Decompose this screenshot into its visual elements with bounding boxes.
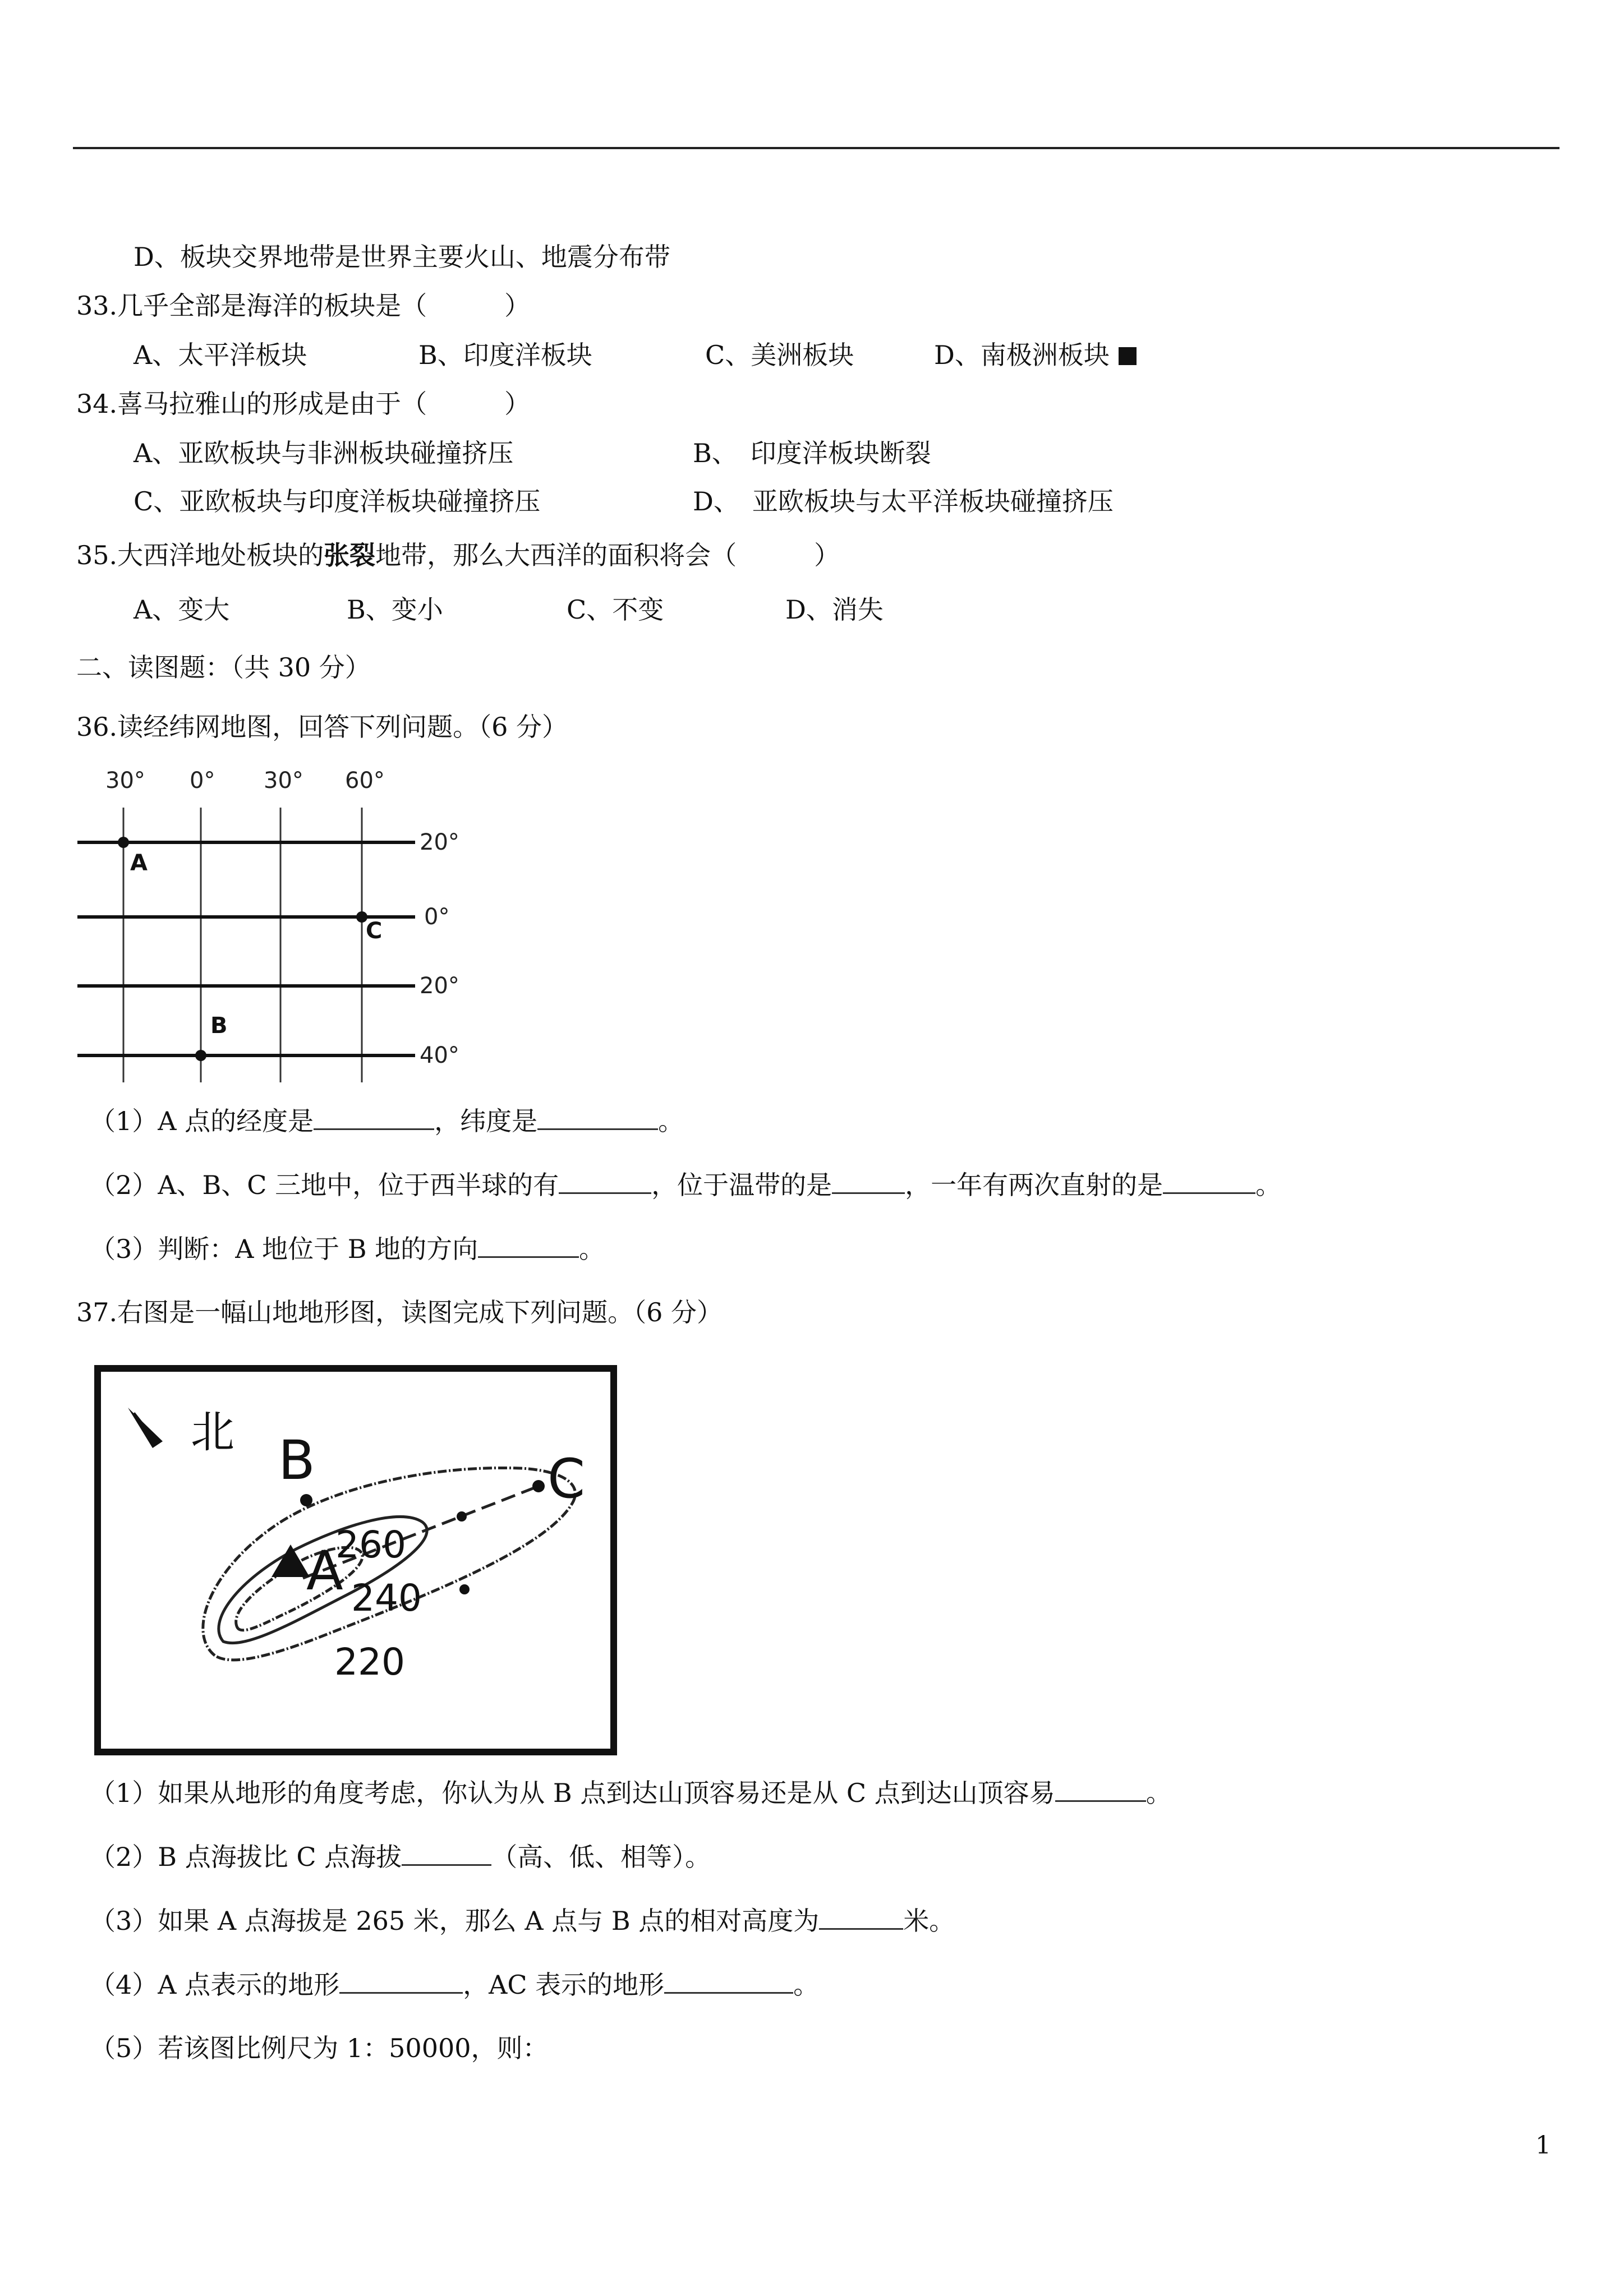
latitude-label-20n: 20° bbox=[420, 829, 459, 855]
point-c-marker bbox=[532, 1480, 545, 1492]
q35-option-a: A、变大 bbox=[134, 594, 230, 625]
q35-stem: 35.大西洋地处板块的张裂地带，那么大西洋的面积将会（ ） bbox=[76, 540, 840, 570]
q37-sub5: （5）若该图比例尺为 1：50000，则： bbox=[90, 2033, 549, 2063]
answer-blank[interactable] bbox=[819, 1903, 903, 1930]
q35-option-b: B、变小 bbox=[347, 594, 443, 625]
q34-option-d: D、 亚欧板块与太平洋板块碰撞挤压 bbox=[693, 486, 1114, 517]
section-2-title: 二、读图题：（共 30 分） bbox=[76, 652, 371, 683]
answer-blank[interactable] bbox=[1055, 1776, 1146, 1802]
answer-blank[interactable] bbox=[339, 1967, 463, 1994]
q37-sub4: （4）A 点表示的地形 ，AC 表示的地形 。 bbox=[90, 1967, 819, 2002]
answer-blank[interactable] bbox=[559, 1168, 651, 1194]
q37-stem: 37.右图是一幅山地地形图，读图完成下列问题。（6 分） bbox=[76, 1297, 723, 1327]
contour-label-260: 260 bbox=[335, 1523, 406, 1566]
answer-blank[interactable] bbox=[1163, 1168, 1255, 1194]
q33-option-c: C、美洲板块 bbox=[705, 340, 854, 370]
point-a-label: A bbox=[130, 850, 148, 876]
black-square-icon bbox=[1119, 347, 1137, 365]
longitude-label-30w: 30° bbox=[105, 768, 145, 794]
contour-label-220: 220 bbox=[334, 1640, 405, 1684]
latitude-label-20s: 20° bbox=[420, 973, 459, 999]
longitude-label-60e: 60° bbox=[345, 768, 385, 794]
answer-blank[interactable] bbox=[314, 1104, 434, 1130]
point-b-marker bbox=[300, 1494, 312, 1506]
q36-sub2: （2）A、B、C 三地中，位于西半球的有 ，位于温带的是 ，一年有两次直射的是 。 bbox=[90, 1168, 1281, 1202]
q35-stem-emphasis: 张裂 bbox=[324, 540, 376, 570]
header-rule bbox=[73, 147, 1559, 149]
point-a-label: A bbox=[306, 1539, 343, 1602]
latitude-longitude-grid bbox=[67, 757, 494, 1094]
longitude-label-0: 0° bbox=[190, 768, 215, 794]
point-c-label: C bbox=[548, 1447, 586, 1510]
q34-stem: 34.喜马拉雅山的形成是由于（ ） bbox=[76, 389, 531, 419]
q33-option-b: B、印度洋板块 bbox=[418, 340, 592, 370]
point-c-label: C bbox=[366, 918, 383, 944]
contour-label-240: 240 bbox=[351, 1576, 422, 1620]
longitude-label-30e: 30° bbox=[264, 768, 303, 794]
answer-blank[interactable] bbox=[832, 1168, 905, 1194]
page-number: 1 bbox=[1535, 2131, 1551, 2160]
q37-sub1: （1）如果从地形的角度考虑，你认为从 B 点到达山顶容易还是从 C 点到达山顶容易 。 bbox=[90, 1776, 1172, 1810]
q33-option-d: D、南极洲板块 bbox=[934, 338, 1137, 372]
point-b-marker bbox=[195, 1050, 206, 1061]
ridge-point-marker bbox=[457, 1511, 467, 1522]
q37-sub3: （3）如果 A 点海拔是 265 米，那么 A 点与 B 点的相对高度为 米。 bbox=[90, 1903, 955, 1938]
answer-blank[interactable] bbox=[402, 1839, 491, 1866]
latitude-label-0: 0° bbox=[424, 904, 450, 930]
q36-sub1: （1）A 点的经度是 ，纬度是 。 bbox=[90, 1104, 684, 1138]
contour-point-marker bbox=[459, 1584, 470, 1594]
point-b-label: B bbox=[210, 1013, 228, 1039]
q33-stem: 33.几乎全部是海洋的板块是（ ） bbox=[76, 291, 531, 321]
answer-blank[interactable] bbox=[537, 1104, 658, 1130]
point-a-marker bbox=[118, 837, 129, 848]
north-label: 北 bbox=[191, 1407, 235, 1458]
q35-option-d: D、消失 bbox=[785, 594, 884, 625]
q37-sub2: （2）B 点海拔比 C 点海拔 （高、低、相等）。 bbox=[90, 1839, 711, 1874]
answer-blank[interactable] bbox=[664, 1967, 793, 1994]
q33-option-a: A、太平洋板块 bbox=[134, 340, 307, 370]
q36-stem: 36.读经纬网地图，回答下列问题。（6 分） bbox=[76, 712, 568, 742]
q35-option-c: C、不变 bbox=[567, 594, 664, 625]
q34-option-b: B、 印度洋板块断裂 bbox=[693, 438, 931, 468]
q34-option-a: A、亚欧板块与非洲板块碰撞挤压 bbox=[134, 438, 514, 468]
latitude-label-40s: 40° bbox=[420, 1043, 459, 1068]
answer-blank[interactable] bbox=[478, 1232, 579, 1258]
point-b-label: B bbox=[278, 1429, 315, 1492]
q36-sub3: （3）判断：A 地位于 B 地的方向 。 bbox=[90, 1232, 605, 1266]
contour-map bbox=[94, 1364, 622, 1756]
q34-option-c: C、亚欧板块与印度洋板块碰撞挤压 bbox=[134, 486, 541, 517]
q32-option-d: D、板块交界地带是世界主要火山、地震分布带 bbox=[134, 242, 670, 272]
